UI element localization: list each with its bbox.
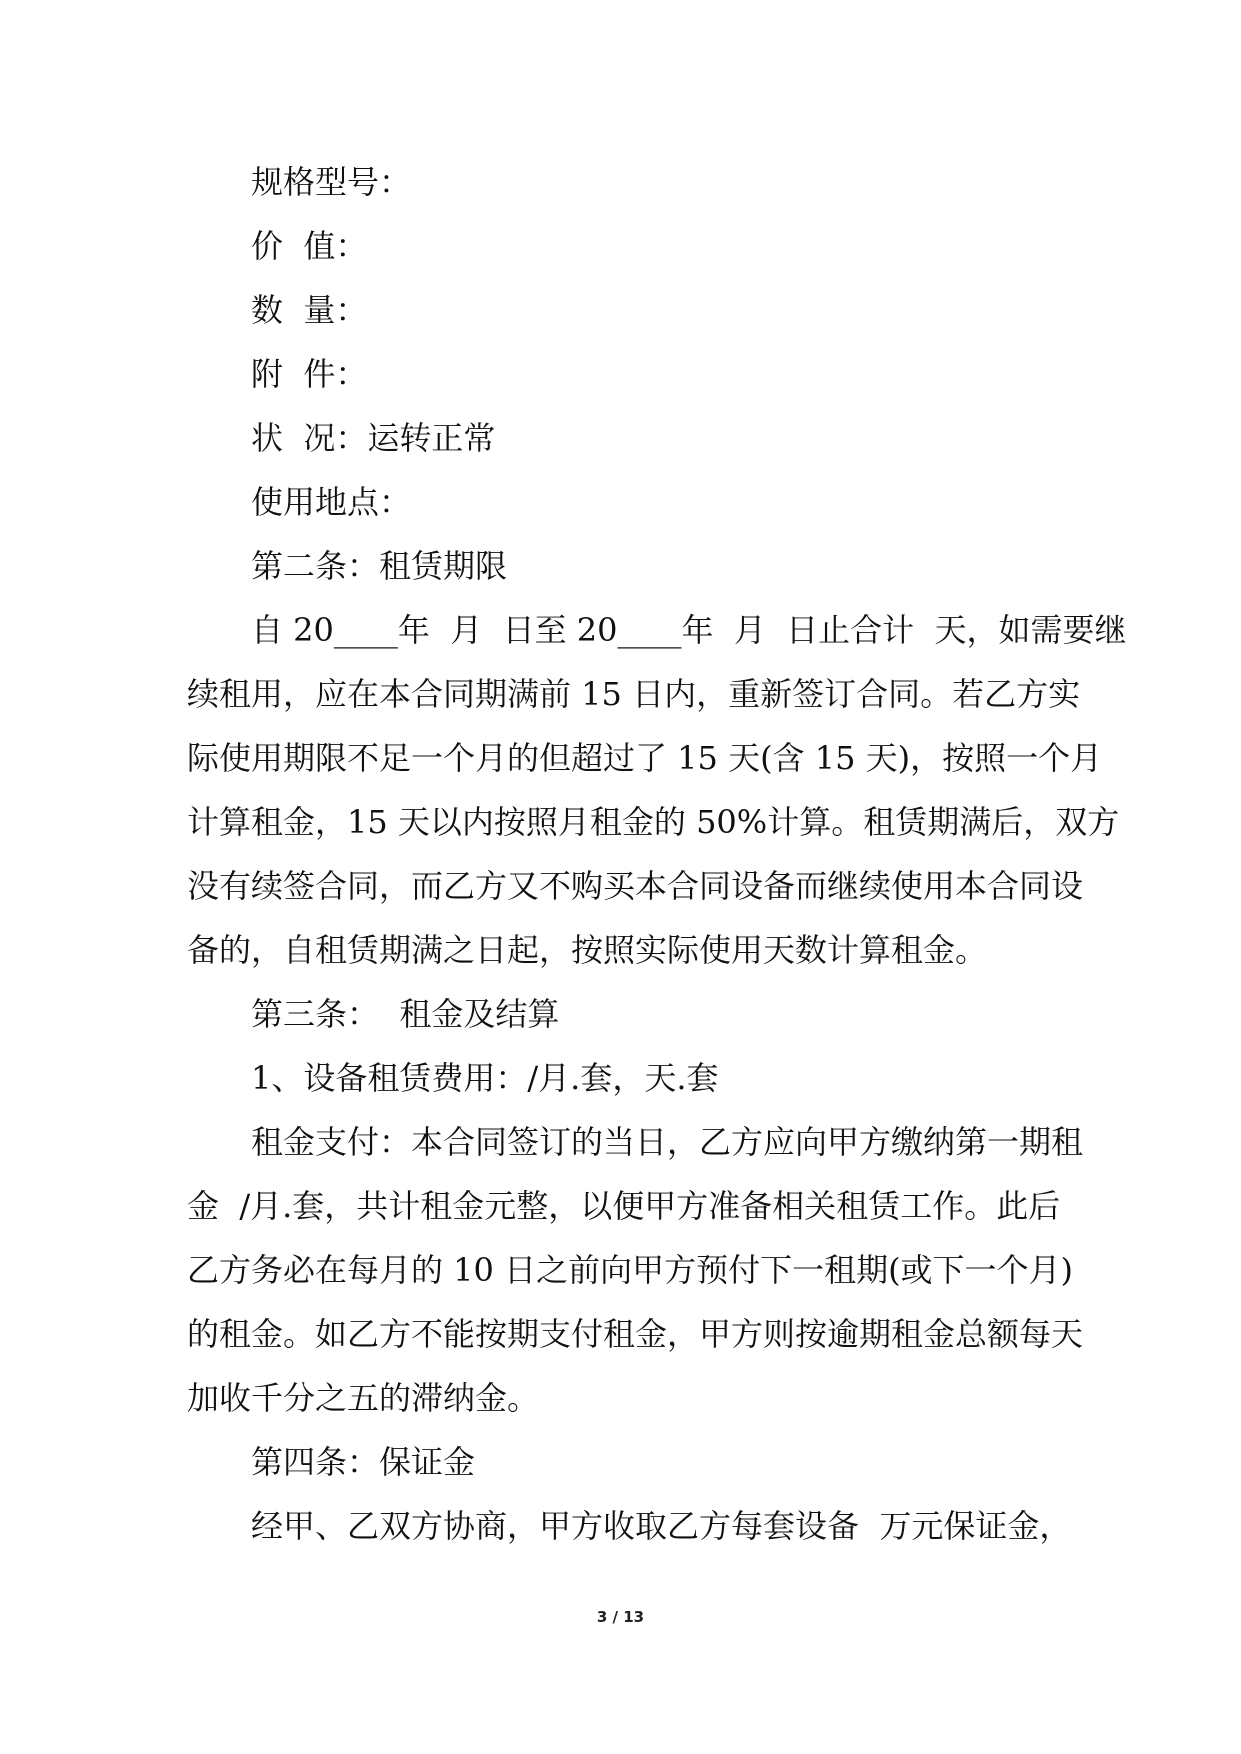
article-two-paragraph-line: 自 20____年 月 日至 20____年 月 日止合计 天，如需要继 [251,611,1127,649]
rental-fee-line: 1、设备租赁费用：/月.套，天.套 [251,1059,719,1097]
value-line: 价 值： [251,227,368,265]
article-three-heading: 第三条： 租金及结算 [251,995,560,1033]
rent-payment-paragraph-line: 乙方务必在每月的 10 日之前向甲方预付下一租期(或下一个月) [187,1251,1074,1289]
rent-payment-paragraph-line: 金 /月.套，共计租金元整，以便甲方准备相关租赁工作。此后 [187,1187,1061,1225]
quantity-line: 数 量： [251,291,368,329]
rent-payment-paragraph-line: 的租金。如乙方不能按期支付租金，甲方则按逾期租金总额每天 [187,1315,1084,1353]
article-two-paragraph-line: 续租用，应在本合同期满前 15 日内，重新签订合同。若乙方实 [187,675,1081,713]
spec-model-line: 规格型号： [251,163,412,201]
article-two-paragraph-line: 计算租金，15 天以内按照月租金的 50%计算。租赁期满后，双方 [187,803,1120,841]
article-four-heading: 第四条：保证金 [251,1443,476,1481]
condition-line: 状 况：运转正常 [251,419,496,457]
article-two-paragraph-line: 际使用期限不足一个月的但超过了 15 天(含 15 天)，按照一个月 [187,739,1103,777]
rent-payment-paragraph-line: 加收千分之五的滞纳金。 [187,1379,540,1417]
article-two-paragraph-line: 备的，自租赁期满之日起，按照实际使用天数计算租金。 [187,931,988,969]
article-two-paragraph-line: 没有续签合同，而乙方又不购买本合同设备而继续使用本合同设 [187,867,1084,905]
document-body [187,150,1127,1558]
rent-payment-paragraph-line: 租金支付：本合同签订的当日，乙方应向甲方缴纳第一期租 [251,1123,1084,1161]
deposit-paragraph-line: 经甲、乙双方协商，甲方收取乙方每套设备 万元保证金， [251,1507,1072,1545]
page-number: 3 / 13 [596,1608,645,1626]
accessories-line: 附 件： [251,355,368,393]
location-line: 使用地点： [251,483,412,521]
article-two-heading: 第二条：租赁期限 [251,547,508,585]
